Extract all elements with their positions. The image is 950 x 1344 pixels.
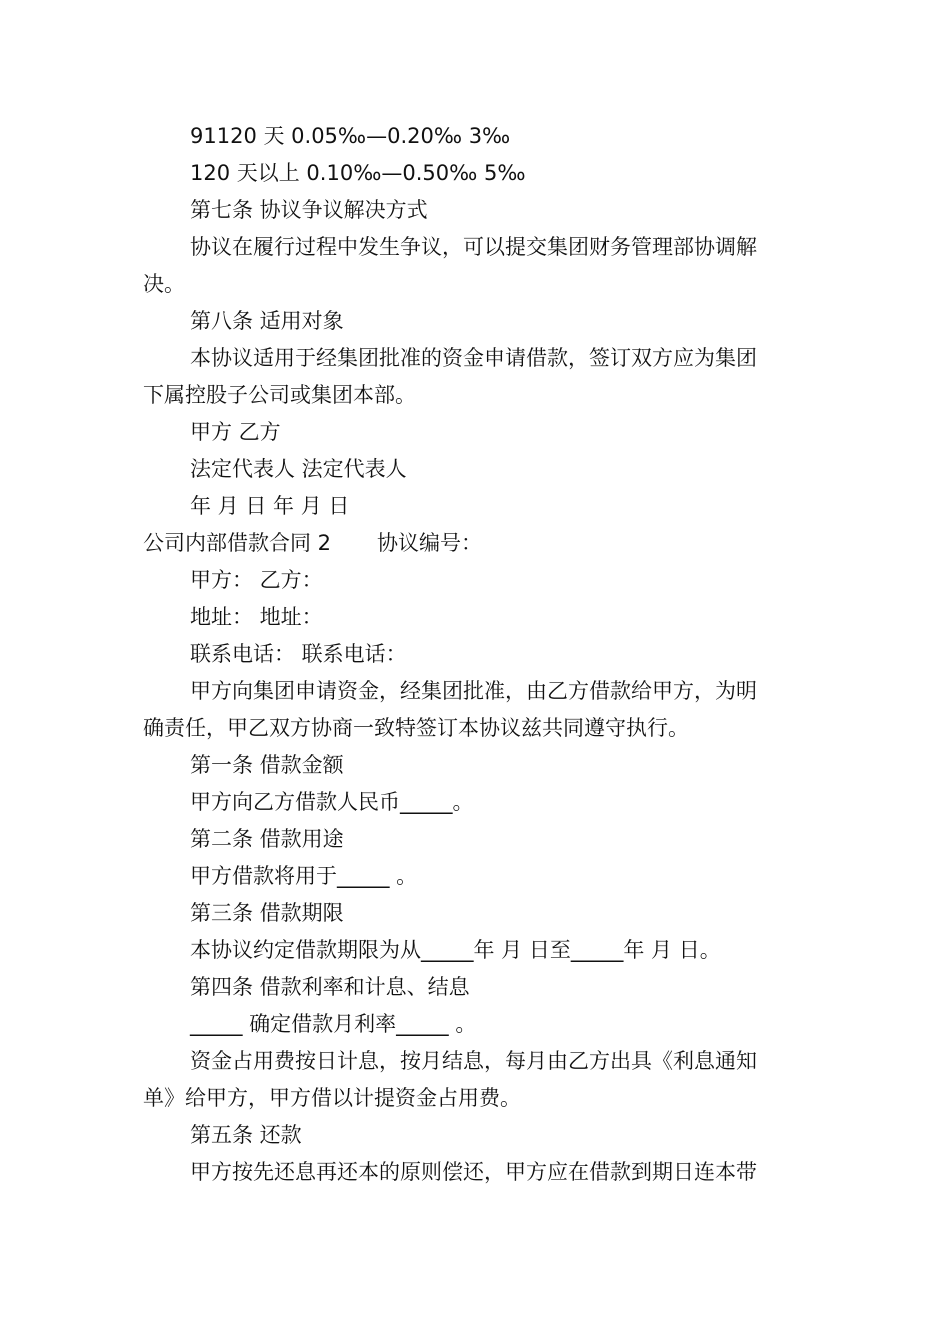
address-line: 地址： 地址： <box>190 605 323 629</box>
article-1-heading: 第一条 借款金额 <box>190 753 344 777</box>
contract-title: 公司内部借款合同 2 <box>143 531 332 555</box>
phone-line: 联系电话： 联系电话： <box>190 642 407 666</box>
paragraph-line: _____ 确定借款月利率_____ 。 <box>190 1012 477 1036</box>
signature-parties: 甲方 乙方 <box>190 420 281 444</box>
paragraph-line: 决。 <box>143 272 185 296</box>
rate-row-120-plus: 120 天以上 0.10‰—0.50‰ 5‰ <box>190 161 526 185</box>
article-7-heading: 第七条 协议争议解决方式 <box>190 198 428 222</box>
paragraph-line: 确责任，甲乙双方协商一致特签订本协议兹共同遵守执行。 <box>143 716 689 740</box>
party-line: 甲方： 乙方： <box>190 568 323 592</box>
paragraph-line: 本协议约定借款期限为从_____年 月 日至_____年 月 日。 <box>190 938 721 962</box>
paragraph-line: 协议在履行过程中发生争议，可以提交集团财务管理部协调解 <box>190 235 757 259</box>
paragraph-line: 单》给甲方，甲方借以计提资金占用费。 <box>143 1086 521 1110</box>
article-2-heading: 第二条 借款用途 <box>190 827 344 851</box>
paragraph-line: 本协议适用于经集团批准的资金申请借款，签订双方应为集团 <box>190 346 757 370</box>
paragraph-line: 甲方向集团申请资金，经集团批准，由乙方借款给甲方，为明 <box>190 679 757 703</box>
paragraph-line: 甲方按先还息再还本的原则偿还，甲方应在借款到期日连本带 <box>190 1160 757 1184</box>
signature-dates: 年 月 日 年 月 日 <box>190 494 350 518</box>
article-5-heading: 第五条 还款 <box>190 1123 302 1147</box>
paragraph-line: 资金占用费按日计息，按月结息，每月由乙方出具《利息通知 <box>190 1049 757 1073</box>
article-3-heading: 第三条 借款期限 <box>190 901 344 925</box>
signature-representatives: 法定代表人 法定代表人 <box>190 457 407 481</box>
contract-title-line <box>143 529 482 557</box>
paragraph-line: 下属控股子公司或集团本部。 <box>143 383 416 407</box>
article-4-heading: 第四条 借款利率和计息、结息 <box>190 975 470 999</box>
rate-row-91-120: 91120 天 0.05‰—0.20‰ 3‰ <box>190 124 511 148</box>
article-8-heading: 第八条 适用对象 <box>190 309 344 333</box>
agreement-number-label: 协议编号： <box>377 531 483 555</box>
paragraph-line: 甲方借款将用于_____ 。 <box>190 864 418 888</box>
paragraph-line: 甲方向乙方借款人民币_____。 <box>190 790 474 814</box>
